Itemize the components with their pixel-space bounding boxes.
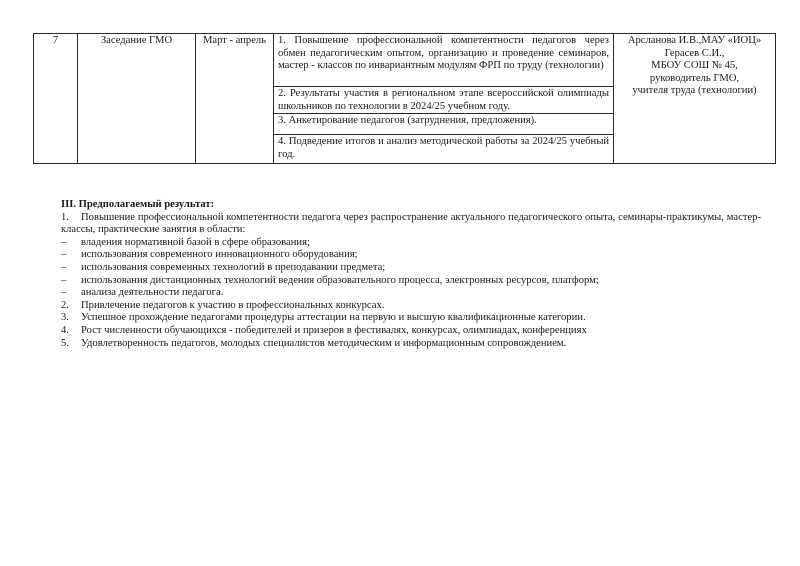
bullet-item (61, 262, 761, 275)
responsible-line: Герасев С.И., (664, 47, 725, 59)
dash-bullet-icon: – (61, 249, 67, 261)
item-text: Рост численности обучающихся - победителей и призеров в фестивалях, конкурсах, олимпиадах, конференциях (81, 324, 587, 336)
responsible-line: учителя труда (технологии) (632, 85, 757, 97)
expected-results-section (61, 199, 761, 350)
topic-cell: 2. Результаты участия в региональном этапе всероссийской олимпиады школьников по технологии в 2024/25 учебном году. (274, 87, 614, 114)
responsible-cell (614, 34, 776, 164)
topic-cell: 3. Анкетирование педагогов (затруднения, предложения). (274, 114, 614, 135)
bullet-item (61, 249, 761, 262)
bullet-item (61, 237, 761, 250)
item-text: Удовлетворенность педагогов, молодых специалистов методическим и информационным сопровождением. (81, 337, 567, 349)
plan-table (33, 33, 776, 164)
item-number: 1. (61, 211, 69, 223)
item-number: 4. (61, 324, 69, 336)
bullet-text: анализа деятельности педагога. (81, 287, 224, 299)
dash-bullet-icon: – (61, 261, 67, 273)
item-number: 5. (61, 337, 69, 349)
dash-bullet-icon: – (61, 274, 67, 286)
section-heading: III. Предполагаемый результат: (61, 199, 215, 210)
topic-cell: 4. Подведение итогов и анализ методической работы за 2024/25 учебный год. (274, 135, 614, 164)
bullet-text: использования современных технологий в преподавании предмета; (81, 261, 386, 273)
bullet-text: использования дистанционных технологий ведения образовательного процесса, электронных ресурсов, платформ; (81, 274, 599, 286)
dash-bullet-icon: – (61, 287, 67, 299)
bullet-text: владения нормативной базой в сфере образования; (81, 236, 310, 248)
row-number-cell: 7 (34, 34, 78, 164)
topic-cell: 1. Повышение профессиональной компетентности педагогов через обмен педагогическим опытом, организацию и проведение семинаров, мастер - классов по инвариантным модулям ФРП по труду (технологии) (274, 34, 614, 87)
result-item-1 (61, 212, 761, 237)
table-row (34, 34, 776, 87)
result-item (61, 338, 761, 351)
result-item (61, 312, 761, 325)
dash-bullet-icon: – (61, 236, 67, 248)
bullet-item (61, 287, 761, 300)
responsible-line: руководитель ГМО, (649, 72, 740, 84)
responsible-line: Арсланова И.В.,МАУ «ИОЦ» (627, 35, 762, 46)
term-cell: Март - апрель (196, 34, 274, 164)
bullet-item (61, 275, 761, 288)
bullet-text: использования современного инновационного оборудования; (81, 249, 358, 261)
responsible-line: МБОУ СОШ № 45, (651, 60, 738, 72)
event-cell: Заседание ГМО (78, 34, 196, 164)
result-item (61, 300, 761, 313)
result-item (61, 325, 761, 338)
item-text: Успешное прохождение педагогами процедуры аттестации на первую и высшую квалификационные категории. (81, 312, 586, 324)
item-text: Привлечение педагогов к участию в профессиональных конкурсах. (81, 299, 385, 311)
item-number: 3. (61, 312, 69, 324)
item-number: 2. (61, 299, 69, 311)
item-text: Повышение профессиональной компетентности педагога через распространение актуального педагогического опыта, семинары-практикумы, мастер-классы, практические занятия в области: (61, 211, 761, 236)
